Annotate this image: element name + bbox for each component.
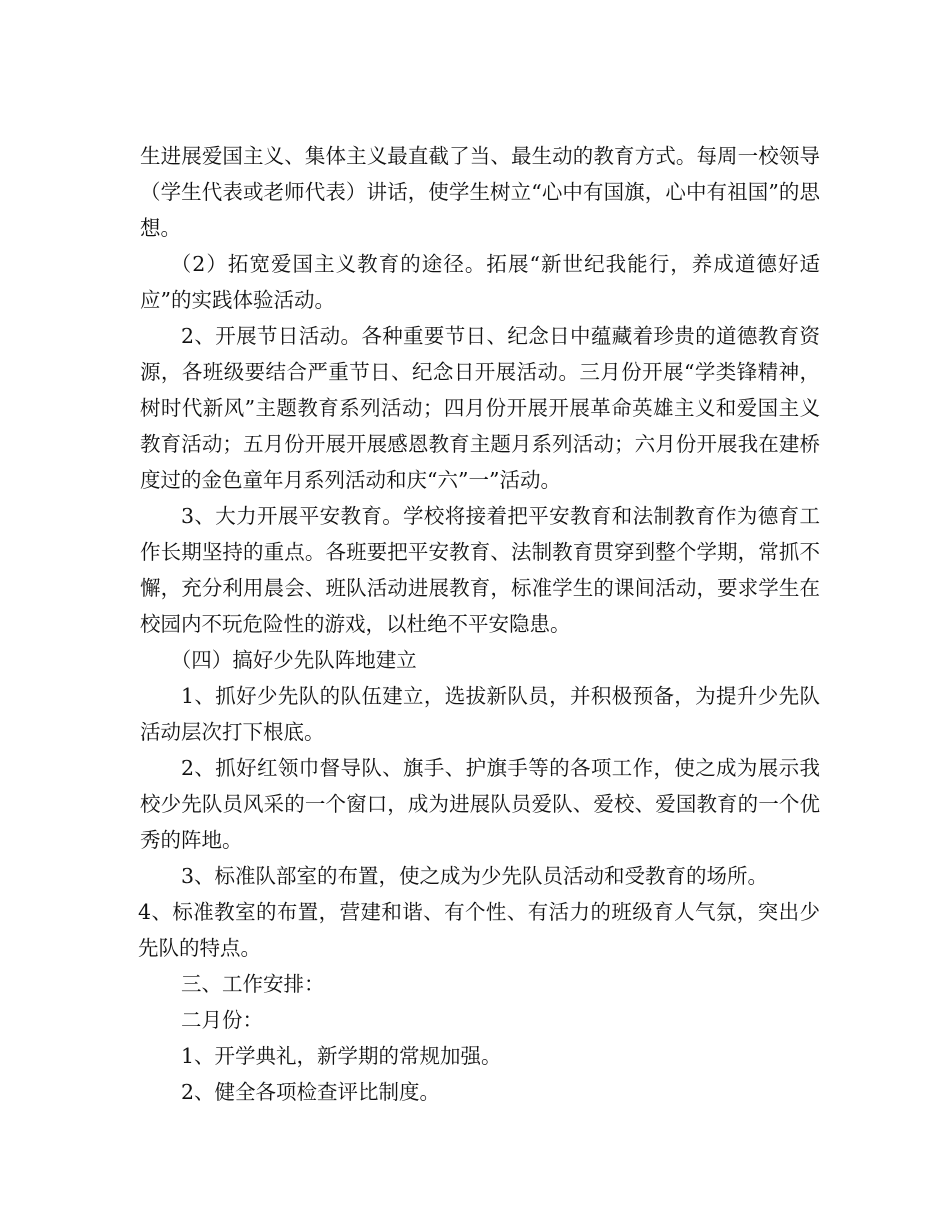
document-page <box>140 138 820 1110</box>
list-item-inspection-system: 2、健全各项检查评比制度。 <box>181 1080 441 1104</box>
month-heading-february: 二月份： <box>181 1008 263 1032</box>
paragraph-team-building: 1、抓好少先队的队伍建立，选拔新队员，并积极预备，为提升少先队活动层次打下根底。 <box>140 684 820 744</box>
paragraph-flag-ceremony: 生进展爱国主义、集体主义最直截了当、最生动的教育方式。每周一校领导（学生代表或老师代表）讲话，使学生树立“心中有国旗，心中有祖国”的思想。 <box>140 144 820 240</box>
paragraph-classroom-layout: 4、标准教室的布置，营建和谐、有个性、有活力的班级育人气氛，突出少先队的特点。 <box>138 900 820 960</box>
paragraph-holiday-activities: 2、开展节日活动。各种重要节日、纪念日中蕴藏着珍贵的道德教育资源，各班级要结合严重节日、纪念日开展活动。三月份开展“学类锋精神，树时代新风”主题教育系列活动；四月份开展开展革命英雄主义和爱国主义教育活动；五月份开展开展感恩教育主题月系列活动；六月份开展我在建桥度过的金色童年月系列活动和庆“六”一”活动。 <box>140 324 820 492</box>
paragraph-safety-education: 3、大力开展平安教育。学校将接着把平安教育和法制教育作为德育工作长期坚持的重点。各班要把平安教育、法制教育贯穿到整个学期，常抓不懈，充分利用晨会、班队活动进展教育，标准学生的课间活动，要求学生在校园内不玩危险性的游戏，以杜绝不平安隐患。 <box>140 504 820 636</box>
paragraph-red-scarf-team: 2、抓好红领巾督导队、旗手、护旗手等的各项工作，使之成为展示我校少先队员风采的一个窗口，成为进展队员爱队、爱校、爱国教育的一个优秀的阵地。 <box>140 756 820 852</box>
list-item-opening-ceremony: 1、开学典礼，新学期的常规加强。 <box>181 1044 502 1068</box>
paragraph-patriotic-education: （2）拓宽爱国主义教育的途径。拓展“新世纪我能行，养成道德好适应”的实践体验活动。 <box>140 252 820 312</box>
section-heading-young-pioneers: （四）搞好少先队阵地建立 <box>170 648 417 672</box>
paragraph-team-room: 3、标准队部室的布置，使之成为少先队员活动和受教育的场所。 <box>181 864 769 888</box>
section-heading-work-schedule: 三、工作安排： <box>181 972 325 996</box>
